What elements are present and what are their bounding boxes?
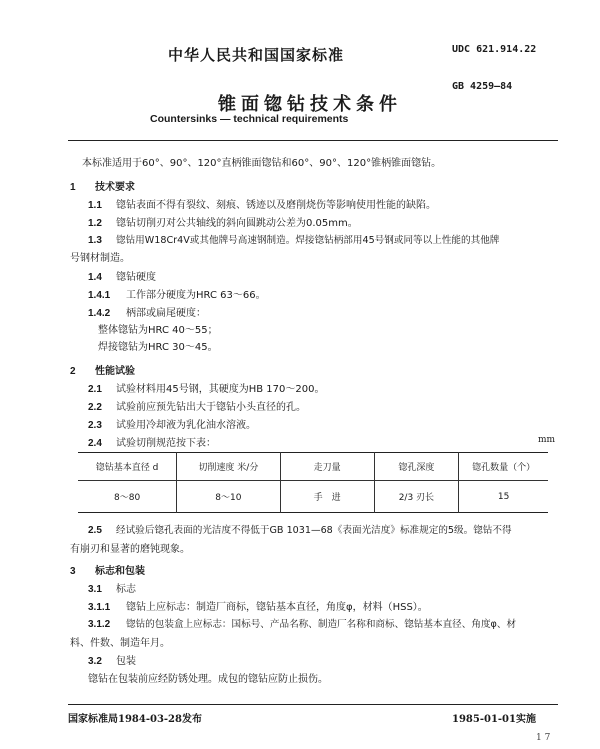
clause-text: 经试验后锪孔表面的光洁度不得低于GB 1031—68《表面光洁度》标准规定的5级。锪钻不得 bbox=[116, 525, 512, 536]
clause-number: 3.2 bbox=[88, 656, 102, 667]
clause-text: 试验用冷却液为乳化油水溶液。 bbox=[116, 420, 256, 431]
clause-number: 3.1.2 bbox=[88, 619, 111, 630]
clause-1-1 bbox=[88, 196, 436, 211]
clause-3-1-1 bbox=[88, 598, 428, 613]
clause-text: 锪钻上应标志：制造厂商标，锪钻基本直径，角度φ，材料（HSS）。 bbox=[126, 602, 428, 613]
clause-text: 工作部分硬度为HRC 63～66。 bbox=[126, 290, 266, 301]
clause-text: 试验材料用45号钢，其硬度为HB 170～200。 bbox=[116, 384, 325, 395]
table-header-row bbox=[78, 453, 548, 481]
clause-3-2-body: 锪钻在包装前应经防锈处理。成包的锪钻应防止损伤。 bbox=[88, 674, 328, 685]
clause-3-1-2 bbox=[88, 616, 516, 630]
clause-number: 3.1.1 bbox=[88, 602, 111, 613]
header-hole-depth: 锪孔深度 bbox=[374, 453, 459, 481]
clause-2-1 bbox=[88, 380, 324, 395]
document-title-english: Countersinks — technical requirements bbox=[150, 113, 349, 125]
cell-hole-depth: 2/3 刃长 bbox=[374, 481, 459, 513]
header-feed: 走刀量 bbox=[280, 453, 374, 481]
cutting-spec-table bbox=[78, 452, 548, 513]
header-divider bbox=[68, 140, 558, 141]
clause-3-1-2-continued: 料、件数、制造年月。 bbox=[70, 638, 170, 649]
clause-3-1 bbox=[88, 580, 136, 595]
clause-number: 1.2 bbox=[88, 218, 102, 229]
cell-feed: 手 进 bbox=[280, 481, 374, 513]
header-diameter: 锪钻基本直径 d bbox=[78, 453, 177, 481]
udc-number: UDC 621.914.22 bbox=[452, 44, 537, 55]
document-title: 锥面锪钻技术条件 bbox=[218, 94, 402, 115]
clause-number: 2.4 bbox=[88, 438, 102, 449]
clause-2-2 bbox=[88, 398, 306, 413]
clause-1-3-continued: 号钢材制造。 bbox=[70, 253, 130, 264]
clause-number: 1.4.2 bbox=[88, 308, 111, 319]
clause-text: 标志 bbox=[116, 584, 136, 595]
clause-number: 2.2 bbox=[88, 402, 102, 413]
clause-text: 试验前应预先钻出大于锪钻小头直径的孔。 bbox=[116, 402, 306, 413]
section-2-title: 性能试验 bbox=[95, 366, 136, 377]
clause-1-4-1 bbox=[88, 286, 266, 301]
clause-2-5-continued: 有崩刃和显著的磨钝现象。 bbox=[70, 544, 190, 555]
section-2-number: 2 bbox=[70, 366, 76, 377]
footer-divider bbox=[68, 704, 558, 705]
clause-2-3 bbox=[88, 416, 256, 431]
intro-paragraph: 本标准适用于60°、90°、120°直柄锥面锪钻和60°、90°、120°锥柄锥面锪钻。 bbox=[82, 158, 442, 169]
section-1-heading bbox=[70, 178, 135, 193]
section-1-title: 技术要求 bbox=[95, 182, 136, 193]
page-number: 1 7 bbox=[536, 733, 551, 743]
clause-number: 1.3 bbox=[88, 235, 102, 246]
section-3-number: 3 bbox=[70, 566, 76, 577]
clause-number: 1.4 bbox=[88, 272, 102, 283]
clause-2-5 bbox=[88, 522, 512, 536]
cell-hole-count: 15 bbox=[497, 491, 510, 502]
clause-number: 2.1 bbox=[88, 384, 102, 395]
header-hole-count: 锪孔数量（个） bbox=[472, 463, 536, 473]
gb-number: GB 4259—84 bbox=[452, 81, 513, 92]
hardness-welded-countersink: 焊接锪钻为HRC 30～45。 bbox=[98, 342, 218, 353]
clause-text: 试验切削规范按下表： bbox=[116, 438, 216, 449]
clause-text: 锪钻用W18Cr4V或其他牌号高速钢制造。焊接锪钻柄部用45号钢或同等以上性能的其他牌 bbox=[116, 235, 500, 246]
section-3-title: 标志和包装 bbox=[95, 566, 146, 577]
table-unit: mm bbox=[538, 435, 556, 445]
cell-diameter: 8～80 bbox=[78, 481, 177, 513]
section-3-heading bbox=[70, 562, 145, 577]
standard-category: 中华人民共和国国家标准 bbox=[168, 46, 345, 64]
clause-number: 2.3 bbox=[88, 420, 102, 431]
issue-date: 国家标准局1984-03-28发布 bbox=[68, 714, 202, 725]
clause-number: 2.5 bbox=[88, 525, 102, 536]
clause-text: 锪钻硬度 bbox=[116, 272, 156, 283]
clause-text: 锪钻的包装盒上应标志：国标号、产品名称、制造厂名称和商标、锪钻基本直径、角度φ、材 bbox=[126, 619, 517, 630]
clause-3-2 bbox=[88, 652, 136, 667]
hardness-solid-countersink: 整体锪钻为HRC 40～55； bbox=[98, 325, 218, 336]
clause-text: 柄部或扁尾硬度： bbox=[126, 308, 206, 319]
clause-number: 1.1 bbox=[88, 200, 102, 211]
header-cutting-speed: 切削速度 米/分 bbox=[177, 453, 280, 481]
clause-number: 1.4.1 bbox=[88, 290, 111, 301]
section-1-number: 1 bbox=[70, 182, 76, 193]
clause-text: 包装 bbox=[116, 656, 136, 667]
clause-2-4 bbox=[88, 434, 216, 449]
table-row bbox=[78, 481, 548, 513]
effective-date: 1985-01-01实施 bbox=[452, 714, 536, 725]
section-2-heading bbox=[70, 362, 135, 377]
clause-1-4-2 bbox=[88, 304, 206, 319]
clause-1-3 bbox=[88, 232, 499, 246]
clause-1-4 bbox=[88, 268, 156, 283]
clause-1-2 bbox=[88, 214, 358, 229]
cell-cutting-speed: 8～10 bbox=[177, 481, 280, 513]
clause-text: 锪钻表面不得有裂纹、刻痕、锈迹以及磨削烧伤等影响使用性能的缺陷。 bbox=[116, 200, 436, 211]
clause-text: 锪钻切削刃对公共轴线的斜向圆跳动公差为0.05mm。 bbox=[116, 218, 358, 229]
clause-number: 3.1 bbox=[88, 584, 102, 595]
